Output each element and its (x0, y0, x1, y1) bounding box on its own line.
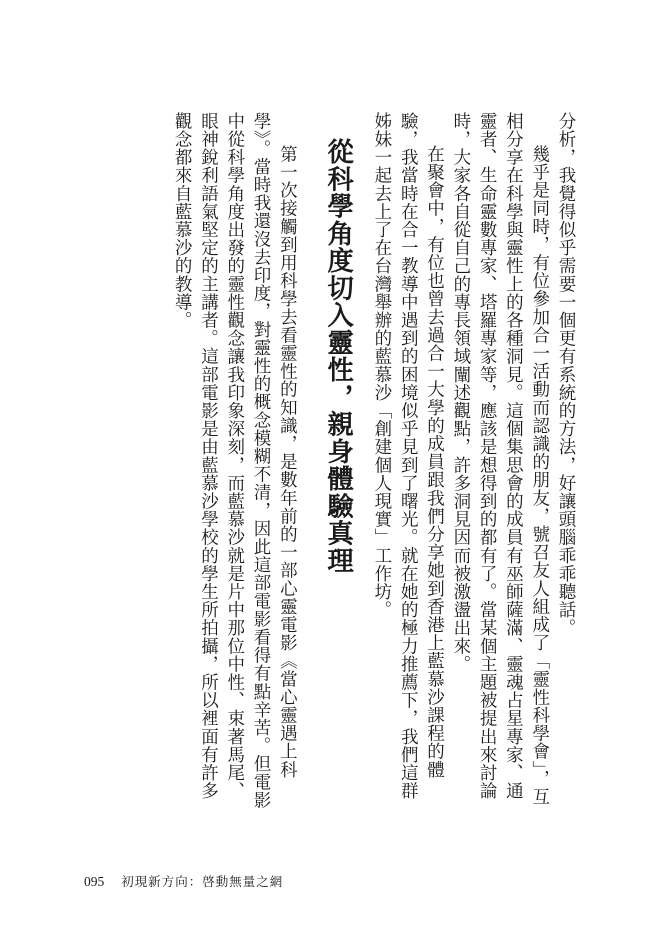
paragraph-continuation: 分析，我覺得似乎需要一個更有系統的方法，好讓頭腦乖乖聽話。 (556, 112, 576, 637)
section-heading: 從科學角度切入靈性，親身體驗真理 (322, 138, 354, 575)
running-title: 初現新方向：啓動無量之網 (121, 874, 284, 889)
page-footer (84, 872, 283, 890)
vertical-text-body (169, 112, 579, 812)
paragraph-first-contact: 第一次接觸到用科學去看靈性的知識，是數年前的一部心靈電影《當心靈遇上科學》。當時我還沒去印度，對靈性的概念模糊不清，因此這部電影看得有點辛苦。但電影中從科學角度出發的靈性觀念讓我印象深刻，而藍慕沙就是片中那位中性、束著馬尾、眼神銳利語氣堅定的主講者。這部電影是由藍慕沙學校的學生所拍攝，所以裡面有許多觀念都來自藍慕沙的教導。 (172, 112, 298, 810)
page-number: 095 (84, 874, 105, 889)
paragraph-science-society: 幾乎是同時，有位參加合一活動而認識的朋友，號召友人組成了「靈性科學會」，互相分享在科學與靈性上的各種洞見。這個集思會的成員有巫師薩滿、靈魂占星專家、通靈者、生命靈數專家、塔羅專家等，應該是想得到的都有了。當某個主題被提出來討論時，大家各自從自己的專長領域闡述觀點，許多洞見因而被激盪出來。 (450, 112, 550, 807)
paragraph-ramtha-workshop: 在聚會中，有位也曾去過合一大學的成員跟我們分享她到香港上藍慕沙課程的體驗，我當時在合一教導中遇到的困境似乎見到了曙光。就在她的極力推薦下，我們這群姊妹一起去上了在台灣舉辦的藍慕沙「創建個人現實」工作坊。 (371, 112, 445, 800)
